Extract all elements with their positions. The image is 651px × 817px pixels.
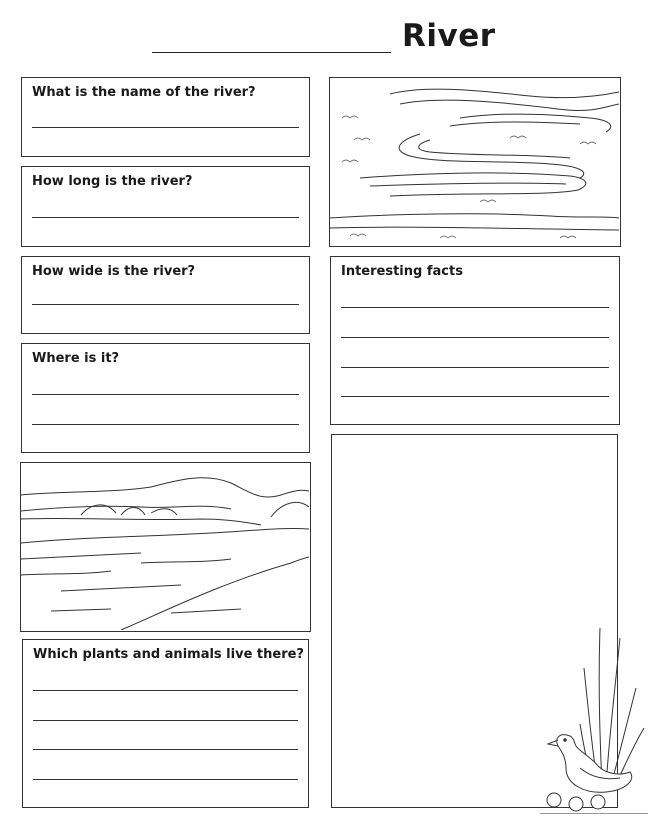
writing-line[interactable] <box>32 217 299 218</box>
interesting-facts-box <box>330 256 620 425</box>
writing-line[interactable] <box>341 396 609 397</box>
river-width-question: How wide is the river? <box>32 264 196 279</box>
river-length-box <box>21 166 310 247</box>
writing-line[interactable] <box>33 690 298 691</box>
river-name-question: What is the name of the river? <box>32 85 256 100</box>
writing-line[interactable] <box>33 749 298 750</box>
river-name-box <box>21 77 310 157</box>
writing-line[interactable] <box>33 779 298 780</box>
river-valley-drawing <box>21 463 309 630</box>
writing-line[interactable] <box>32 394 299 395</box>
page-title: River <box>402 18 496 54</box>
writing-line[interactable] <box>341 337 609 338</box>
writing-line[interactable] <box>32 424 299 425</box>
meandering-river-illustration <box>329 77 621 247</box>
river-location-question: Where is it? <box>32 351 120 366</box>
writing-line[interactable] <box>33 720 298 721</box>
writing-line[interactable] <box>341 307 609 308</box>
river-width-box <box>21 256 310 334</box>
writing-line[interactable] <box>32 304 299 305</box>
river-location-box <box>21 343 310 453</box>
title-write-line[interactable] <box>152 52 391 53</box>
writing-line[interactable] <box>32 127 299 128</box>
plants-animals-question: Which plants and animals live there? <box>33 647 304 662</box>
interesting-facts-heading: Interesting facts <box>341 264 463 279</box>
writing-line[interactable] <box>341 367 609 368</box>
river-landscape-illustration <box>20 462 311 632</box>
meander-drawing <box>330 78 619 245</box>
plants-animals-box <box>22 639 309 808</box>
river-length-question: How long is the river? <box>32 174 193 189</box>
duck-and-reeds-illustration <box>540 628 648 814</box>
